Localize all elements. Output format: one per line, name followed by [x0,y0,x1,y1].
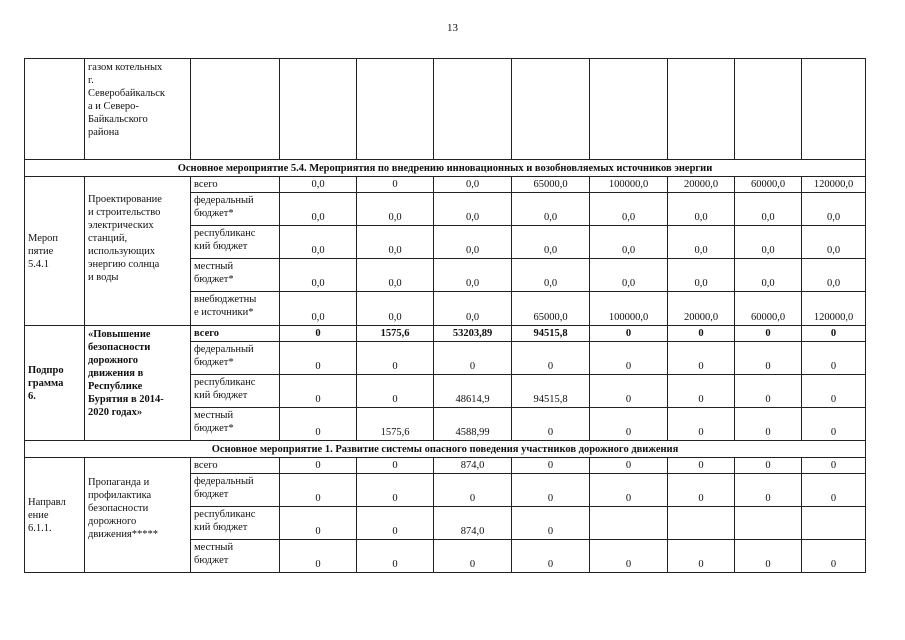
name-line: Проектирование [88,194,162,205]
value-cell [668,507,735,540]
funding-source [191,540,280,573]
value-cell: 0 [357,474,434,507]
value-cell: 874,0 [434,507,512,540]
value-cell: 48614,9 [434,375,512,408]
table-row [25,177,866,193]
value-cell: 1575,6 [357,408,434,441]
value-cell: 0 [512,408,590,441]
value-cell: 0 [802,326,866,342]
value-cell: 0 [434,342,512,375]
name-line: безопасности [88,342,151,353]
measure-name-cell [85,458,191,573]
value-cell: 0 [357,458,434,474]
value-cell: 0 [357,540,434,573]
value-cell: 0,0 [802,259,866,292]
value-cell: 120000,0 [802,177,866,193]
value-cell: 1575,6 [357,326,434,342]
source-line: всего [194,460,218,471]
name-line: Байкальского [88,114,148,125]
name-line: Северобайкальск [88,88,165,99]
name-line: профилактика [88,490,152,501]
funding-source [191,177,280,193]
value-cell: 0 [735,375,802,408]
name-line: безопасности [88,503,149,514]
source-line: республиканс [194,509,256,520]
funding-source [191,474,280,507]
source-line: кий бюджет [194,390,248,401]
source-line: бюджет* [194,208,234,219]
funding-source [191,193,280,226]
value-cell: 0 [802,408,866,441]
value-cell: 4588,99 [434,408,512,441]
measure-name-cell [85,177,191,326]
value-cell: 65000,0 [512,177,590,193]
value-cell: 0 [512,458,590,474]
value-cell: 0 [802,375,866,408]
value-cell: 0 [590,408,668,441]
value-cell: 0 [280,408,357,441]
empty-cell [735,59,802,160]
value-cell: 0 [434,474,512,507]
value-cell: 20000,0 [668,177,735,193]
value-cell: 0,0 [590,259,668,292]
value-cell [590,507,668,540]
value-cell: 94515,8 [512,326,590,342]
measure-name-cell [85,59,191,160]
value-cell: 0,0 [735,259,802,292]
value-cell: 0 [735,458,802,474]
source-line: местный [194,261,234,272]
code-line: Подпро [28,364,64,376]
source-line: федеральный [194,195,254,206]
value-cell: 0 [735,326,802,342]
source-line: федеральный [194,344,254,355]
table-row [25,458,866,474]
value-cell: 0 [668,375,735,408]
value-cell: 0 [802,342,866,375]
value-cell: 0,0 [357,193,434,226]
funding-source [191,326,280,342]
empty-cell [512,59,590,160]
funding-source [191,507,280,540]
source-line: республиканс [194,228,256,239]
empty-cell [668,59,735,160]
value-cell: 0 [357,342,434,375]
value-cell: 0 [668,474,735,507]
source-line: федеральный [194,476,254,487]
name-line: «Повышение [88,329,151,340]
name-line: станций, [88,233,128,244]
value-cell: 0,0 [512,226,590,259]
value-cell: 0,0 [512,259,590,292]
source-line: республиканс [194,377,256,388]
value-cell: 0,0 [512,193,590,226]
value-cell: 0,0 [434,292,512,326]
value-cell: 0 [512,474,590,507]
source-line: бюджет [194,555,229,566]
code-cell [25,59,85,160]
name-line: движения в [88,368,144,379]
name-line: дорожного [88,516,137,527]
source-line: кий бюджет [194,522,248,533]
name-line: движения***** [88,529,159,540]
code-line: Направл [28,496,66,508]
value-cell: 0 [668,458,735,474]
value-cell: 0,0 [668,226,735,259]
source-line: бюджет [194,489,229,500]
name-line: Республике [88,381,143,392]
table-row [25,59,866,160]
name-line: Пропаганда и [88,477,150,488]
source-line: бюджет* [194,423,234,434]
value-cell: 0 [668,326,735,342]
value-cell: 0 [735,474,802,507]
value-cell: 0,0 [357,292,434,326]
value-cell: 0,0 [802,193,866,226]
value-cell: 0 [668,342,735,375]
value-cell: 0,0 [434,226,512,259]
value-cell: 120000,0 [802,292,866,326]
value-cell: 0,0 [434,259,512,292]
budget-table [24,58,866,573]
name-line: электрических [88,220,154,231]
value-cell: 0 [512,507,590,540]
code-line: Мероп [28,232,58,244]
value-cell: 0,0 [280,259,357,292]
funding-source [191,226,280,259]
name-line: 2020 годах» [88,407,143,418]
value-cell: 0,0 [735,226,802,259]
value-cell: 0 [668,540,735,573]
name-line: использующих [88,246,156,257]
value-cell: 53203,89 [434,326,512,342]
value-cell: 60000,0 [735,292,802,326]
code-line: пятие [28,245,54,257]
value-cell: 100000,0 [590,177,668,193]
funding-source [191,292,280,326]
source-line: местный [194,410,234,421]
value-cell: 0 [357,177,434,193]
value-cell: 0 [590,458,668,474]
value-cell: 0 [802,458,866,474]
value-cell: 0 [590,375,668,408]
code-line: 6. [28,390,36,402]
value-cell: 0,0 [802,226,866,259]
value-cell: 0,0 [668,193,735,226]
source-line: бюджет* [194,274,234,285]
source-line: местный [194,542,234,553]
value-cell: 0 [280,540,357,573]
source-line: е источники* [194,307,254,318]
empty-cell [434,59,512,160]
name-line: и воды [88,272,119,283]
source-line: всего [194,179,218,190]
page-number: 13 [447,22,458,34]
empty-cell [191,59,280,160]
section-title: Основное мероприятие 1. Развитие системы опасного поведения участников дорожного движения [25,441,866,458]
value-cell: 65000,0 [512,292,590,326]
value-cell: 0 [668,408,735,441]
value-cell: 0,0 [668,259,735,292]
value-cell: 20000,0 [668,292,735,326]
value-cell: 0 [735,342,802,375]
funding-source [191,458,280,474]
value-cell: 0 [357,375,434,408]
value-cell: 0 [802,540,866,573]
code-line: ение [28,509,49,521]
value-cell: 0,0 [280,193,357,226]
empty-cell [802,59,866,160]
value-cell: 0 [512,342,590,375]
funding-source [191,375,280,408]
code-cell [25,458,85,573]
name-line: района [88,127,120,138]
value-cell: 0,0 [590,226,668,259]
empty-cell [357,59,434,160]
value-cell: 0,0 [590,193,668,226]
value-cell: 0,0 [280,177,357,193]
value-cell: 94515,8 [512,375,590,408]
value-cell: 0,0 [434,177,512,193]
value-cell: 0 [280,507,357,540]
value-cell: 0 [512,540,590,573]
value-cell: 0,0 [357,259,434,292]
funding-source [191,342,280,375]
value-cell: 0,0 [434,193,512,226]
value-cell: 0 [735,540,802,573]
value-cell: 0 [802,474,866,507]
value-cell: 0,0 [280,292,357,326]
empty-cell [590,59,668,160]
name-line: и строительство [88,207,161,218]
value-cell [735,507,802,540]
code-cell [25,326,85,441]
value-cell: 0 [590,326,668,342]
source-line: бюджет* [194,357,234,368]
value-cell: 0 [590,342,668,375]
value-cell [802,507,866,540]
empty-cell [280,59,357,160]
code-line: 6.1.1. [28,522,52,534]
value-cell: 0 [357,507,434,540]
value-cell: 0 [280,474,357,507]
value-cell: 0 [434,540,512,573]
section-row [25,441,866,458]
source-line: всего [194,328,220,339]
funding-source [191,408,280,441]
code-cell [25,177,85,326]
section-title: Основное мероприятие 5.4. Мероприятия по внедрению инновационных и возобновляемых источников энергии [25,160,866,177]
name-line: газом котельных [88,62,163,73]
source-line: кий бюджет [194,241,248,252]
value-cell: 0,0 [280,226,357,259]
value-cell: 0 [280,458,357,474]
name-line: Бурятия в 2014- [88,394,164,405]
value-cell: 0 [590,474,668,507]
value-cell: 0 [735,408,802,441]
code-line: грамма [28,377,64,389]
table-row [25,326,866,342]
value-cell: 0 [280,326,357,342]
value-cell: 0 [590,540,668,573]
value-cell: 60000,0 [735,177,802,193]
value-cell: 100000,0 [590,292,668,326]
measure-name-cell [85,326,191,441]
name-line: г. [88,75,94,86]
code-line: 5.4.1 [28,258,49,270]
value-cell: 0 [280,342,357,375]
section-row [25,160,866,177]
funding-source [191,259,280,292]
name-line: дорожного [88,355,139,366]
value-cell: 0,0 [735,193,802,226]
source-line: внебюджетны [194,294,257,305]
name-line: а и Северо- [88,101,139,112]
value-cell: 0,0 [357,226,434,259]
value-cell: 874,0 [434,458,512,474]
name-line: энергию солнца [88,259,160,270]
value-cell: 0 [280,375,357,408]
